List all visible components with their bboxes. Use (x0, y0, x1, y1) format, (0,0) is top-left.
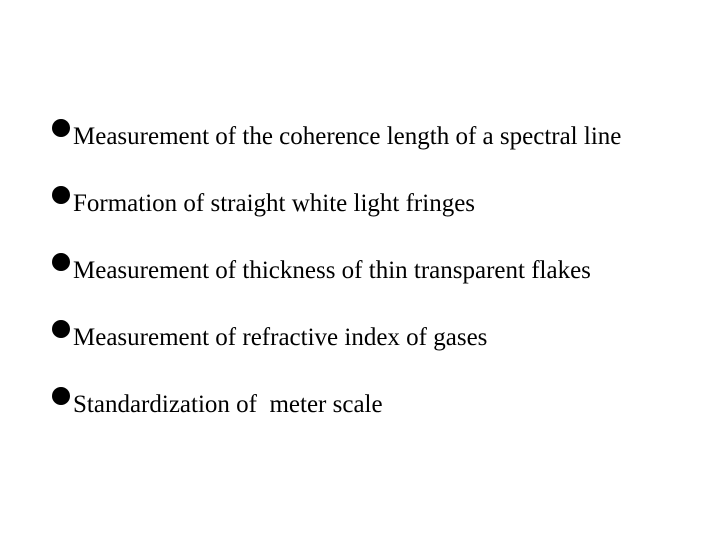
bullet-item-thickness-flakes (52, 249, 591, 316)
bullet-item-refractive-index (52, 316, 488, 383)
bullet-icon (52, 253, 70, 271)
bullet-text: Measurement of the coherence length of a spectral line (73, 123, 622, 150)
bullet-text: Measurement of refractive index of gases (73, 324, 488, 351)
bullet-icon (52, 387, 70, 405)
bullet-icon (52, 186, 70, 204)
bullet-item-coherence-length (52, 115, 622, 182)
bullet-icon (52, 119, 70, 137)
bullet-item-meter-scale (52, 383, 383, 450)
bullet-list (52, 115, 622, 450)
bullet-text: Measurement of thickness of thin transparent flakes (73, 257, 591, 284)
bullet-icon (52, 320, 70, 338)
bullet-item-white-light-fringes (52, 182, 476, 249)
bullet-text: Standardization of meter scale (73, 391, 383, 418)
bullet-text: Formation of straight white light fringes (73, 190, 476, 217)
